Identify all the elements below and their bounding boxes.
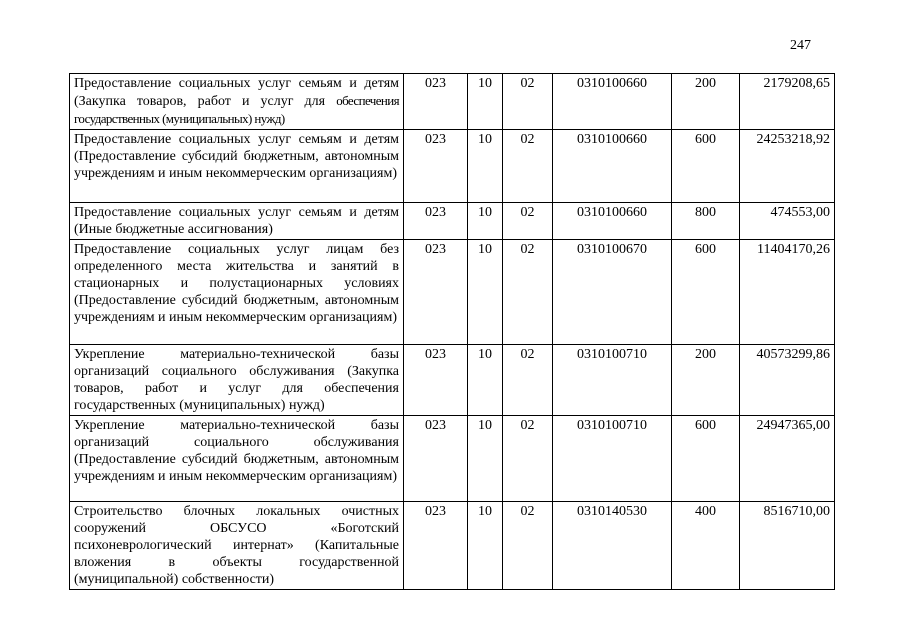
table-row [70,345,835,416]
target-code: 0310140530 [553,502,672,590]
expense-type-code: 200 [672,74,740,130]
expense-type-code: 800 [672,203,740,240]
section-code: 10 [468,130,503,203]
expense-type-code: 600 [672,240,740,345]
amount: 474553,00 [740,203,835,240]
table-row [70,502,835,590]
row-description: Предоставление социальных услуг семьям и детям (Иные бюджетные ассигнования) [70,203,404,240]
page-number: 247 [790,38,811,53]
subsection-code: 02 [503,345,553,416]
section-code: 10 [468,203,503,240]
table-row [70,416,835,502]
row-description: Предоставление социальных услуг семьям и детям (Предоставление субсидий бюджетным, автономным учреждениям и иным некоммерческим организациям) [70,130,404,203]
ministry-code: 023 [404,345,468,416]
target-code: 0310100660 [553,203,672,240]
section-code: 10 [468,240,503,345]
amount: 8516710,00 [740,502,835,590]
ministry-code: 023 [404,203,468,240]
subsection-code: 02 [503,203,553,240]
subsection-code: 02 [503,240,553,345]
row-description: Строительство блочных локальных очистных сооружений ОБСУСО «Боготский психоневрологический интернат» (Капитальные вложения в объекты государственной (муниципальной) собственности) [70,502,404,590]
subsection-code: 02 [503,74,553,130]
section-code: 10 [468,416,503,502]
expense-type-code: 200 [672,345,740,416]
amount: 24253218,92 [740,130,835,203]
expense-type-code: 600 [672,416,740,502]
target-code: 0310100660 [553,74,672,130]
amount: 24947365,00 [740,416,835,502]
subsection-code: 02 [503,502,553,590]
row-description: Укрепление материально-технической базы организаций социального обслуживания (Закупка товаров, работ и услуг для обеспечения государственных (муниципальных) нужд) [70,345,404,416]
table-row [70,74,835,130]
expense-type-code: 400 [672,502,740,590]
section-code: 10 [468,502,503,590]
amount: 11404170,26 [740,240,835,345]
amount: 2179208,65 [740,74,835,130]
ministry-code: 023 [404,240,468,345]
table-row [70,203,835,240]
subsection-code: 02 [503,416,553,502]
ministry-code: 023 [404,502,468,590]
table-row [70,240,835,345]
row-description: Предоставление социальных услуг семьям и детям (Закупка товаров, работ и услуг для обеспечения государственных (муниципальных) нужд) [70,74,404,130]
section-code: 10 [468,74,503,130]
table-row [70,130,835,203]
target-code: 0310100670 [553,240,672,345]
subsection-code: 02 [503,130,553,203]
amount: 40573299,86 [740,345,835,416]
ministry-code: 023 [404,130,468,203]
budget-table [69,73,835,590]
ministry-code: 023 [404,416,468,502]
ministry-code: 023 [404,74,468,130]
section-code: 10 [468,345,503,416]
target-code: 0310100710 [553,345,672,416]
target-code: 0310100710 [553,416,672,502]
expense-type-code: 600 [672,130,740,203]
target-code: 0310100660 [553,130,672,203]
row-description: Укрепление материально-технической базы организаций социального обслуживания (Предоставление субсидий бюджетным, автономным учреждениям и иным некоммерческим организациям) [70,416,404,502]
row-description: Предоставление социальных услуг лицам без определенного места жительства и занятий в стационарных и полустационарных условиях (Предоставление субсидий бюджетным, автономным учреждениям и иным некоммерческим организациям) [70,240,404,345]
